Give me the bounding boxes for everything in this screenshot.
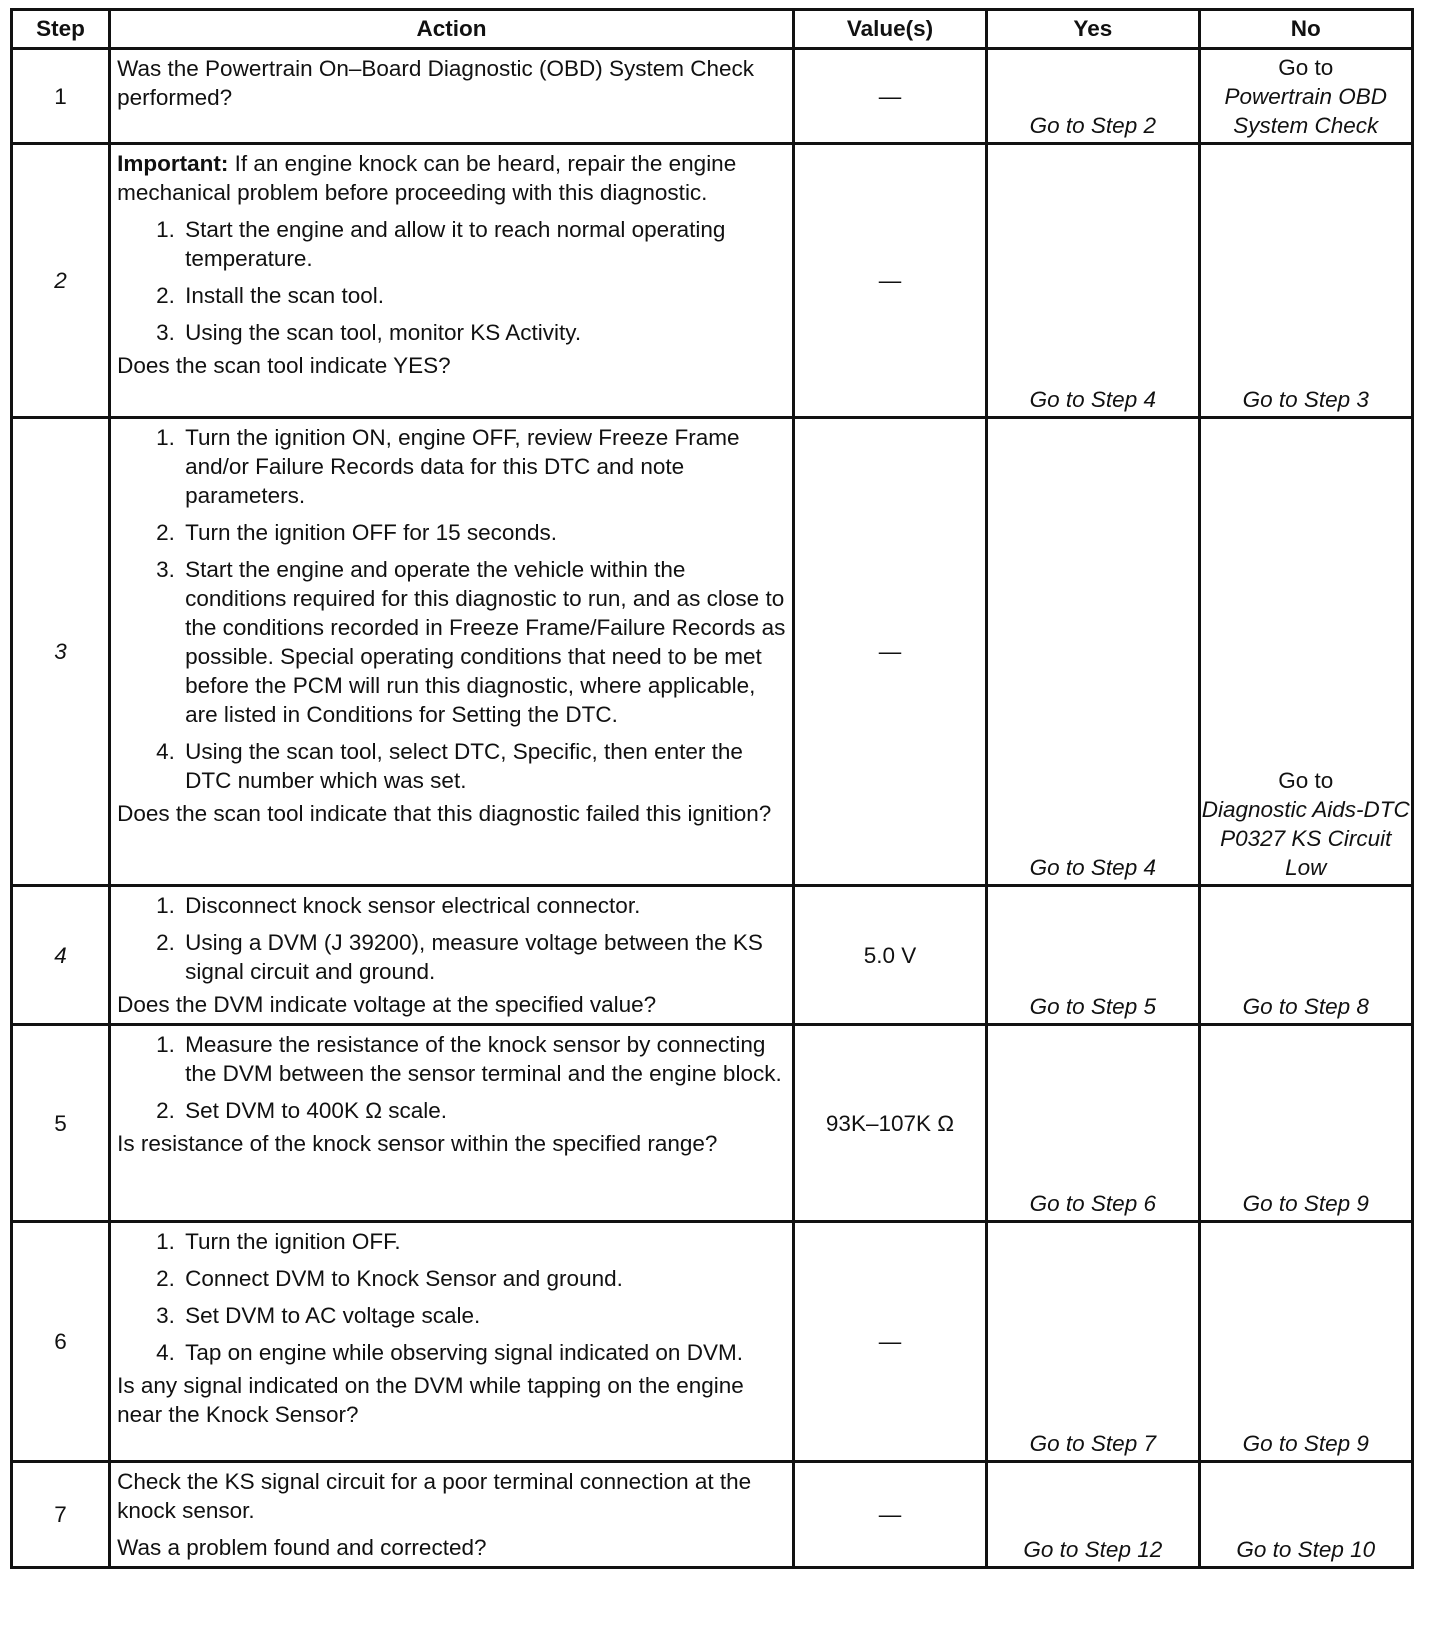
no-prefix: Go to — [1278, 768, 1334, 793]
header-row — [12, 10, 1413, 49]
list-item: 3. Set DVM to AC voltage scale. — [181, 1301, 788, 1330]
step-list — [117, 1030, 788, 1125]
yes-link[interactable]: Go to Step 12 — [987, 1462, 1199, 1568]
list-item: 1. Start the engine and allow it to reach normal operating temperature. — [181, 215, 788, 273]
question-text: Was a problem found and corrected? — [117, 1535, 487, 1560]
step-number: 4 — [12, 886, 110, 1025]
step-number: 2 — [12, 144, 110, 418]
question-text: Is any signal indicated on the DVM while tapping on the engine near the Knock Sensor? — [117, 1373, 744, 1427]
value-cell: 5.0 V — [793, 886, 986, 1025]
question-text: Does the scan tool indicate YES? — [117, 353, 451, 378]
list-item: 2. Install the scan tool. — [181, 281, 788, 310]
table-row — [12, 418, 1413, 886]
no-link[interactable]: Go to Step 9 — [1199, 1025, 1412, 1222]
list-item: 4. Tap on engine while observing signal indicated on DVM. — [181, 1338, 788, 1367]
action-text: Was the Powertrain On–Board Diagnostic (OBD) System Check performed? — [117, 56, 755, 110]
list-item: 1. Turn the ignition OFF. — [181, 1227, 788, 1256]
header-yes: Yes — [987, 10, 1199, 49]
question-text: Does the DVM indicate voltage at the specified value? — [117, 992, 657, 1017]
header-step: Step — [12, 10, 110, 49]
list-item: 4. Using the scan tool, select DTC, Specific, then enter the DTC number which was set. — [181, 737, 788, 795]
no-link[interactable]: Powertrain OBD System Check — [1224, 84, 1388, 138]
no-link[interactable]: Diagnostic Aids-DTC P0327 KS Circuit Low — [1201, 797, 1410, 880]
yes-link[interactable]: Go to Step 4 — [987, 418, 1199, 886]
step-number: 7 — [12, 1462, 110, 1568]
action-cell — [110, 49, 794, 144]
diagnostic-table-page — [10, 8, 1414, 1569]
list-item: 2. Set DVM to 400K Ω scale. — [181, 1096, 788, 1125]
no-link[interactable]: Go to Step 8 — [1199, 886, 1412, 1025]
value-cell: — — [793, 1462, 986, 1568]
header-value: Value(s) — [793, 10, 986, 49]
table-row — [12, 886, 1413, 1025]
action-cell — [110, 1025, 794, 1222]
list-item: 1. Turn the ignition ON, engine OFF, review Freeze Frame and/or Failure Records data for this DTC and note parameters. — [181, 423, 788, 510]
step-list — [117, 1227, 788, 1367]
action-cell — [110, 418, 794, 886]
question-text: Is resistance of the knock sensor within the specified range? — [117, 1131, 718, 1156]
important-note — [117, 149, 788, 207]
question-text: Does the scan tool indicate that this diagnostic failed this ignition? — [117, 801, 772, 826]
list-item: 2. Connect DVM to Knock Sensor and ground. — [181, 1264, 788, 1293]
action-cell — [110, 886, 794, 1025]
yes-link[interactable]: Go to Step 2 — [987, 49, 1199, 144]
diagnostic-table — [10, 8, 1414, 1569]
step-number: 6 — [12, 1222, 110, 1462]
header-action: Action — [110, 10, 794, 49]
value-cell: — — [793, 144, 986, 418]
list-item: 2. Turn the ignition OFF for 15 seconds. — [181, 518, 788, 547]
step-list — [117, 891, 788, 986]
value-cell: — — [793, 418, 986, 886]
header-no: No — [1199, 10, 1412, 49]
action-text: Check the KS signal circuit for a poor terminal connection at the knock sensor. — [117, 1469, 752, 1523]
yes-link[interactable]: Go to Step 5 — [987, 886, 1199, 1025]
important-label: Important: — [117, 151, 229, 176]
table-row — [12, 1025, 1413, 1222]
step-list — [117, 423, 788, 795]
value-cell: 93K–107K Ω — [793, 1025, 986, 1222]
table-row — [12, 144, 1413, 418]
value-cell: — — [793, 49, 986, 144]
no-link[interactable]: Go to Step 10 — [1199, 1462, 1412, 1568]
no-cell — [1199, 49, 1412, 144]
list-item: 1. Measure the resistance of the knock sensor by connecting the DVM between the sensor terminal and the engine block. — [181, 1030, 788, 1088]
important-text: If an engine knock can be heard, repair the engine mechanical problem before proceeding with this diagnostic. — [117, 151, 737, 205]
no-prefix: Go to — [1278, 55, 1334, 80]
action-cell — [110, 1222, 794, 1462]
table-row — [12, 1462, 1413, 1568]
table-row — [12, 1222, 1413, 1462]
step-number: 3 — [12, 418, 110, 886]
list-item: 1. Disconnect knock sensor electrical connector. — [181, 891, 788, 920]
list-item: 3. Start the engine and operate the vehicle within the conditions required for this diagnostic to run, and as close to the conditions recorded in Freeze Frame/Failure Records as possible. Special operating conditions that need to be met before the PCM will run this diagnostic, where applicable, are listed in Conditions for Setting the DTC. — [181, 555, 788, 729]
action-cell — [110, 144, 794, 418]
step-number: 5 — [12, 1025, 110, 1222]
yes-link[interactable]: Go to Step 7 — [987, 1222, 1199, 1462]
no-cell — [1199, 418, 1412, 886]
yes-link[interactable]: Go to Step 4 — [987, 144, 1199, 418]
list-item: 2. Using a DVM (J 39200), measure voltage between the KS signal circuit and ground. — [181, 928, 788, 986]
action-cell — [110, 1462, 794, 1568]
step-number: 1 — [12, 49, 110, 144]
yes-link[interactable]: Go to Step 6 — [987, 1025, 1199, 1222]
value-cell: — — [793, 1222, 986, 1462]
no-link[interactable]: Go to Step 9 — [1199, 1222, 1412, 1462]
step-list — [117, 215, 788, 347]
table-row — [12, 49, 1413, 144]
no-link[interactable]: Go to Step 3 — [1199, 144, 1412, 418]
list-item: 3. Using the scan tool, monitor KS Activity. — [181, 318, 788, 347]
